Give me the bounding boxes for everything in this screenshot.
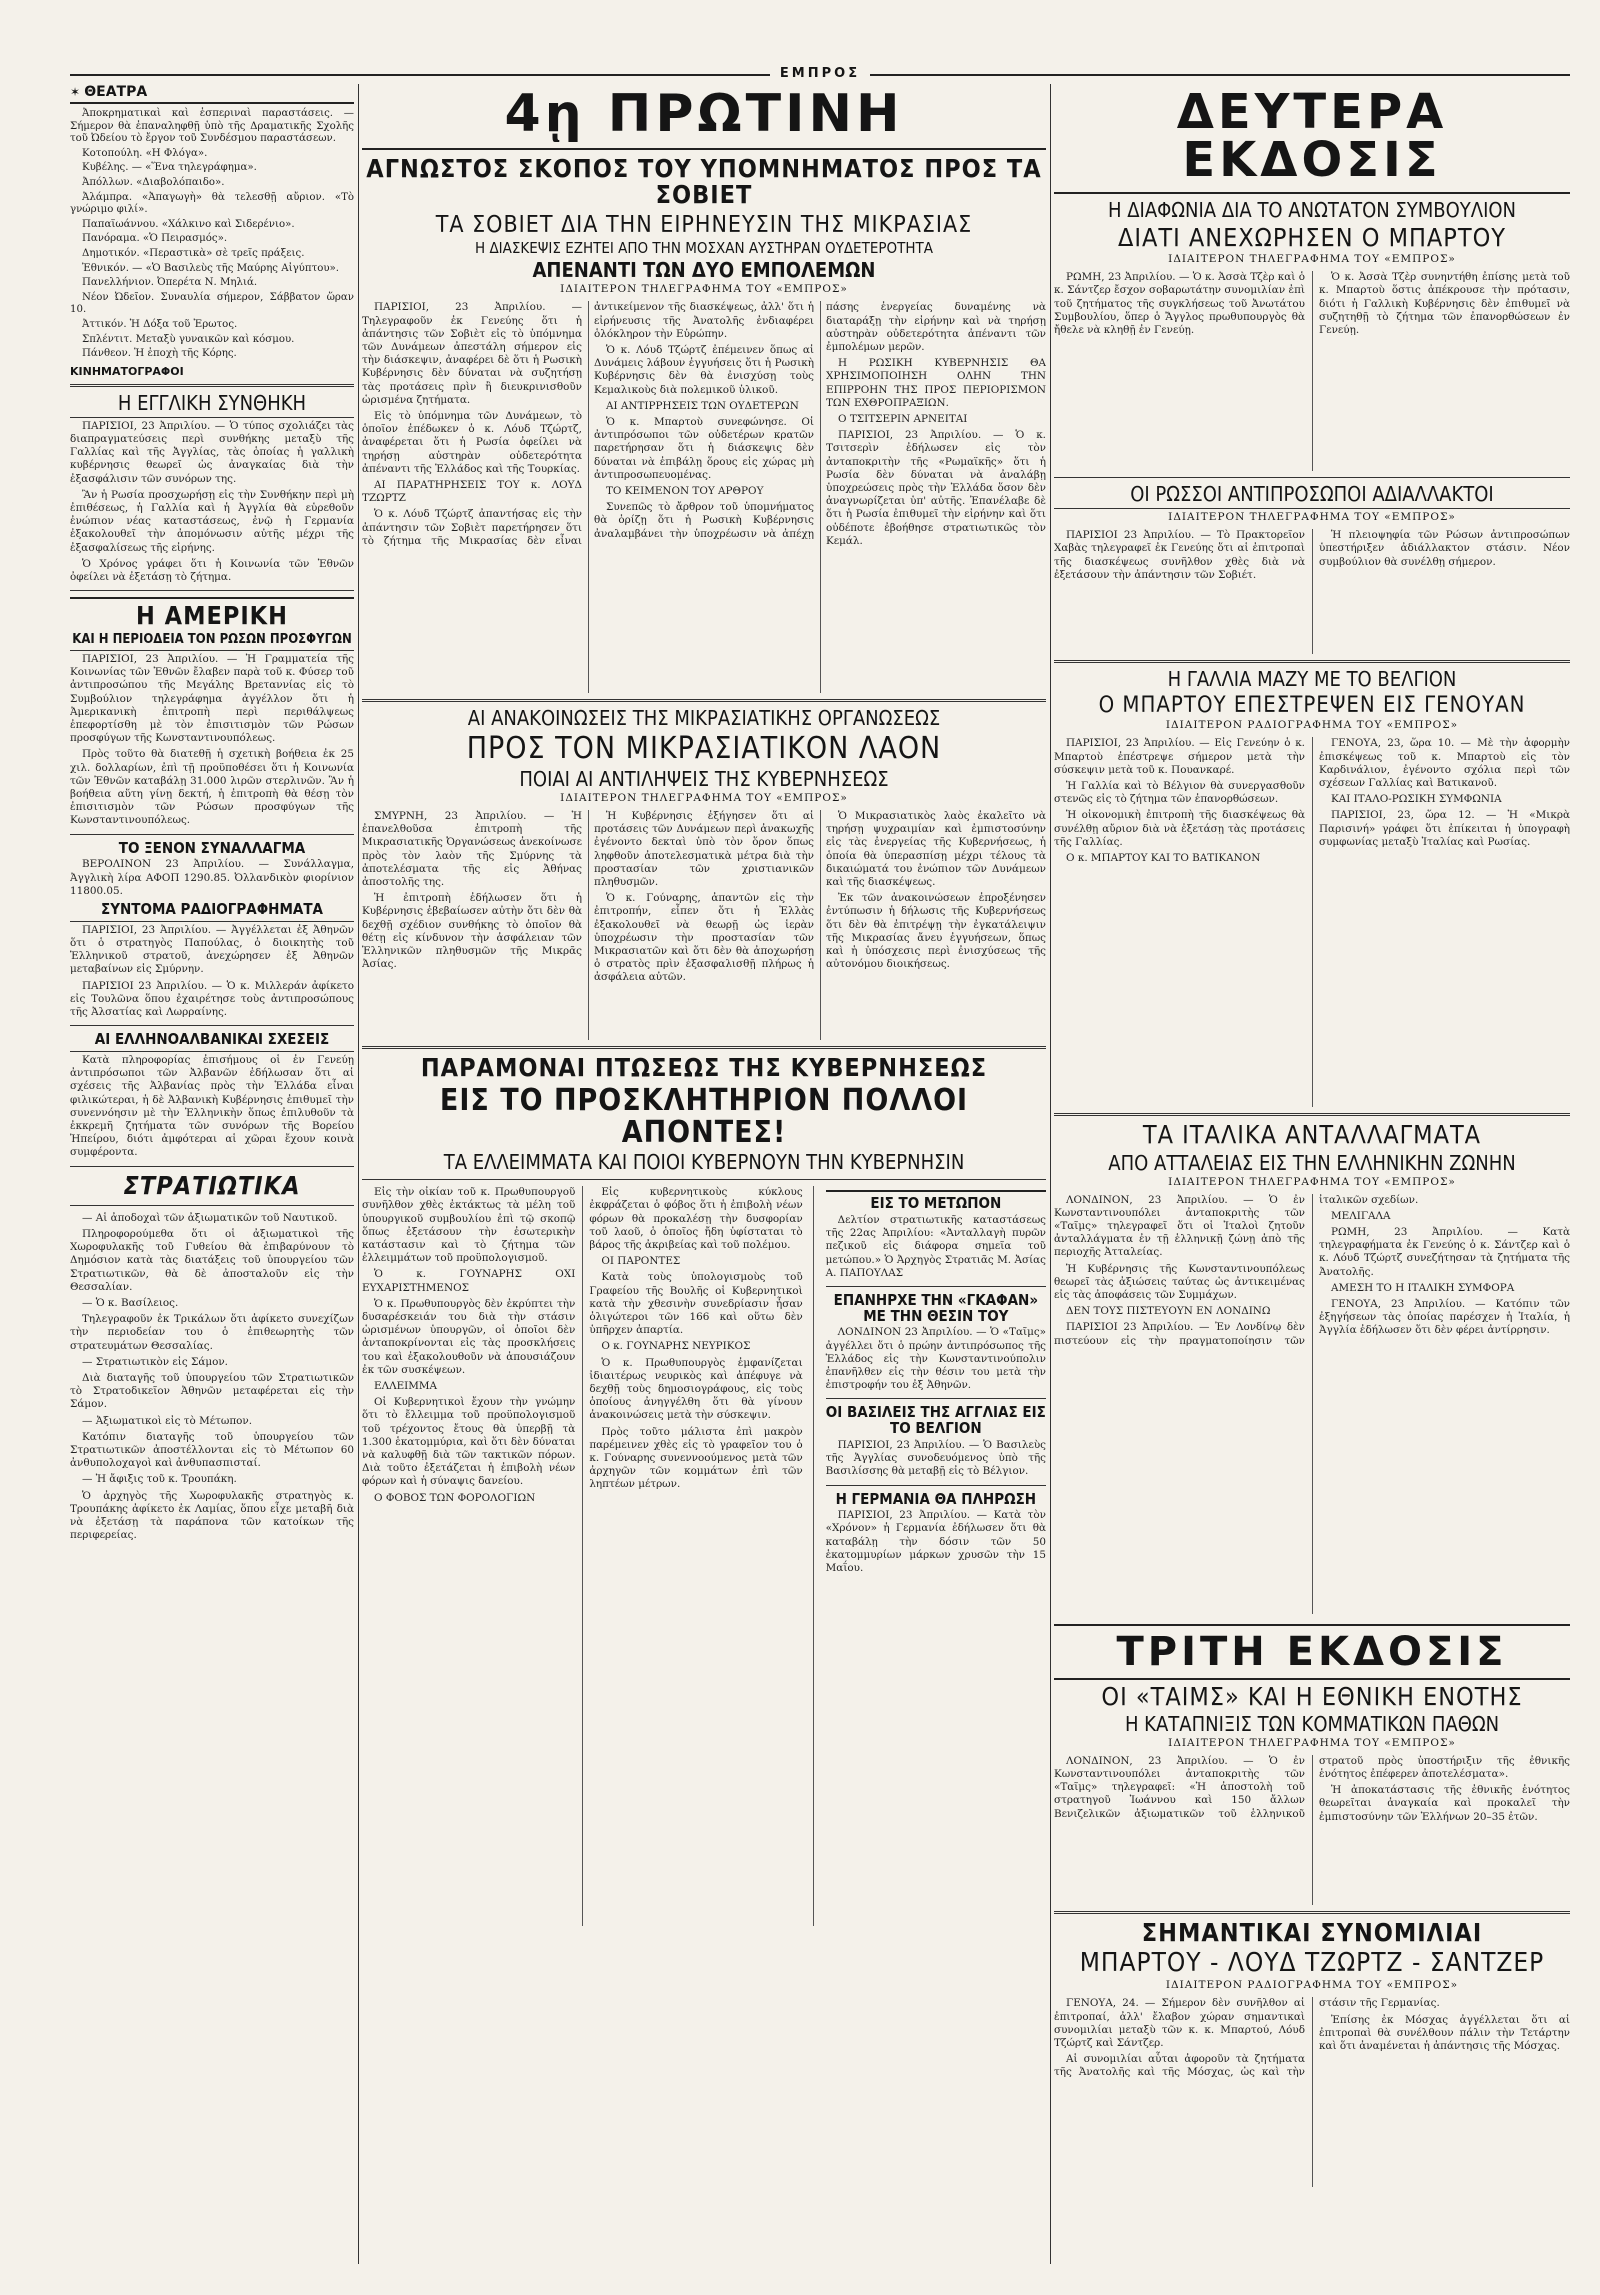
cinema-heading: ΚΙΝΗΜΑΤΟΓΡΑΦΟΙ [70,364,184,378]
left-column [70,84,354,1545]
article-headline-2: ΠΡΟΣ ΤΟΝ ΜΙΚΡΑΣΙΑΤΙΚΟΝ ΛΑΟΝ [466,731,942,767]
article-body [1054,1755,1570,1905]
byline: ΙΔΙΑΙΤΕΡΟΝ ΤΗΛΕΓΡΑΦΗΜΑ ΤΟΥ «ΕΜΠΡΟΣ» [1168,1175,1456,1188]
theatre-listing: Πανελλήνιον. Ὀπερέτα Ν. Μηλιά. [82,277,258,289]
paragraph: ΛΟΝΔΙΝΟΝ 23 Ἀπριλίου. — Ὁ «Ταῖμς» ἀγγέλλει ὅτι ὁ πρώην ἀντιπρόσωπος τῆς Ἑλλάδος εἰς τὴν Κωνσταντινούπολιν ἐπανῆλθεν εἰς τὴν θέσιν του μετὰ τὴν ἐπιστροφήν του ἐξ Ἀθηνῶν. [825,1326,1046,1392]
right-column [1054,84,1570,2187]
article-headline-2: ΑΠΟ ΑΤΤΑΛΕΙΑΣ ΕΙΣ ΤΗΝ ΕΛΛΗΝΙΚΗΝ ΖΩΝΗΝ [1108,1150,1516,1175]
paragraph: ΠΑΡΙΣΙΟΙ, 23 Ἀπριλίου. — Ὁ κ. Τσιτσερὶν ἐδήλωσεν εἰς τὸν ἀνταποκριτὴν τῆς «Ρωμαϊκῆς» ὅτι ἡ Ρωσία δὲν δύναται νὰ ἀναλάβῃ ὑποχρεώσεις πρὸς τὴν Ἑλλάδα ὅσον δὲν ἀναγνωρίζεται ὑπ' αὐτῆς. Ἐπανέλαβε δὲ ὅτι ἡ Ρωσία ἐπιθυμεῖ τὴν εἰρήνην καὶ ὅτι οὐδέποτε ἐβοήθησε στρατιωτικῶς τὸν Κεμάλ. [826,429,1046,547]
paragraph: Ὁ κ. Ἀσσὰ Τζὲρ συνηντήθη ἐπίσης μετὰ τοῦ κ. Μπαρτοὺ ὅστις ἀπέκρουσε τὴν πρότασιν, διότι ἡ Γαλλικὴ Κυβέρνησις δὲν ἐπιθυμεῖ νὰ συζητηθῇ τὸ ζήτημα τῶν ἐπανορθώσεων ἐν Γενεύῃ. [1319,271,1570,337]
divider [362,699,1046,702]
theatre-listing: Κοτοπούλη. «Η Φλόγα». [82,147,208,159]
paragraph: ΓΕΝΟΥΑ, 23, ὥρα 10. — Μὲ τὴν ἀφορμὴν ἐπισκέψεως τοῦ κ. Μπαρτοὺ εἰς τὸν Καρδινάλιον, ἐγένοντο σχόλια περὶ τῶν σχέσεων Γαλλίας καὶ Βατικανοῦ. [1319,737,1570,789]
paragraph: Ἡ Κυβέρνησις ἐξήγησεν ὅτι αἱ προτάσεις τῶν Δυνάμεων περὶ ἀνακωχῆς ἐγένοντο δεκταὶ ὑπὸ τὸν ὅρον ὅπως ληφθοῦν ἀποτελεσματικὰ μέτρα διὰ τὴν προστασίαν τῶν χριστιανικῶν πληθυσμῶν. [594,809,814,888]
paragraph: Ὁ κ. Γούναρης, ἀπαντῶν εἰς τὴν ἐπιτροπήν, εἶπεν ὅτι ἡ Ἑλλὰς ἐξακολουθεῖ νὰ θεωρῇ ὡς ἱερὰν ὑποχρέωσιν τὴν προστασίαν τῶν Μικρασιατῶν καὶ ὅτι δὲν θὰ ἀποχωρήσῃ ὁ στρατὸς πρὶν ἐξασφαλισθῇ πλήρως ἡ ἀσφάλεια αὐτῶν. [594,892,814,984]
divider [826,1398,1046,1399]
paragraph: ΠΑΡΙΣΙΟΙ, 23 Ἀπριλίου. — Τηλεγραφοῦν ἐκ Γενεύης ὅτι ἡ ἀπάντησις τῶν Σοβιὲτ εἰς τὸ ὑπόμνημα τῶν Δυνάμεων ἀπεστάλη σήμερον εἰς τὴν διάσκεψιν, ἀναφέρει δὲ ὅτι ἡ Ρωσικὴ Κυβέρνησις δὲν δύναται νὰ συζητήσῃ τὰς προτάσεις πρὶν ἢ διευκρινισθοῦν ὡρισμένα ζητήματα. [362,301,582,406]
article-headline: ΟΙ ΡΩΣΣΟΙ ΑΝΤΙΠΡΟΣΩΠΟΙ ΑΔΙΑΛΛΑΚΤΟΙ [1054,484,1570,509]
paragraph: Συνεπῶς τὸ ἄρθρον τοῦ ὑπομνήματος θὰ ὁρίζῃ ὅτι ἡ Ρωσικὴ Κυβέρνησις ἀναλαμβάνει τὴν ὑποχρέωσιν νὰ ἀπέχῃ πάσης ἐνεργείας δυναμένης νὰ διαταράξῃ τὴν εἰρήνην καὶ νὰ τηρήσῃ αὐστηρὰν οὐδετερότητα ἀπέναντι τῶν ἐμπολέμων μερῶν. [594,301,1046,540]
paragraph: ΚΑΙ ΙΤΑΛΟ-ΡΩΣΙΚΗ ΣΥΜΦΩΝΙΑ [1331,793,1502,806]
paragraph: Δελτίον στρατιωτικῆς καταστάσεως τῆς 22ας Ἀπριλίου: «Ἀνταλλαγὴ πυρῶν πεζικοῦ εἰς διάφορα σημεῖα τοῦ μετώπου.» Ὁ Ἀρχηγὸς Στρατιᾶς Μ. Ἀσίας Α. ΠΑΠΟΥΛΑΣ [825,1213,1046,1279]
paragraph: ΤΟ ΚΕΙΜΕΝΟΝ ΤΟΥ ΑΡΘΡΟΥ [606,485,764,498]
paragraph: ΔΕΝ ΤΟΥΣ ΠΙΣΤΕΥΟΥΝ ΕΝ ΛΟΝΔΙΝΩ [1066,1305,1271,1318]
article-body [826,1439,1046,1479]
article-body [70,653,354,828]
article-columns [362,1186,1046,1926]
paragraph: ΡΩΜΗ, 23 Ἀπριλίου. — Κατὰ τηλεγραφήματα ἐκ Γενεύης ὁ κ. Σάντζερ καὶ ὁ κ. Λόυδ Τζώρτζ συνεζήτησαν τὰ ζητήματα τῆς Ἀνατολῆς. [1319,1226,1570,1278]
theatre-listing: Δημοτικόν. «Περαστικὰ» σὲ τρεῖς πράξεις. [82,247,305,259]
paragraph: ΑΙ ΑΝΤΙΡΡΗΣΕΙΣ ΤΩΝ ΟΥΔΕΤΕΡΩΝ [606,399,799,412]
paragraph: Αἱ συνομιλίαι αὗται ἀφοροῦν τὰ ζητήματα τῆς Ἀνατολῆς καὶ τῆς Μόσχας, ὡς καὶ τὴν στάσιν τῆς Γερμανίας. [1054,1997,1440,2079]
article-headline-2: Η ΚΑΤΑΠΝΙΞΙΣ ΤΩΝ ΚΟΜΜΑΤΙΚΩΝ ΠΑΘΩΝ [1124,1711,1500,1736]
article-body [70,858,354,898]
paragraph: ΠΑΡΙΣΙΟΙ 23 Ἀπριλίου. — Ἐν Λονδίνῳ δὲν πιστεύουν εἰς τὴν πραγματοποίησιν τῶν ἰταλικῶν σχεδίων. [1054,1193,1419,1347]
section-subheadline: ΚΑΙ Η ΠΕΡΙΟΔΕΙΑ ΤΟΝ ΡΩΣΩΝ ΠΡΟΣΦΥΓΩΝ [70,633,354,651]
paragraph: ΠΑΡΙΣΙΟΙ, 23 Ἀπριλίου. — Κατὰ τὸν «Χρόνον» ἡ Γερμανία ἐδήλωσεν ὅτι θὰ καταβάλῃ τὴν δόσιν τῶν 50 ἑκατομμυρίων μάρκων χρυσῶν τὴν 15 Μαΐου. [825,1509,1046,1575]
divider [826,1485,1046,1486]
theatre-title: ΘΕΑΤΡΑ [84,84,148,100]
divider [70,1205,354,1206]
divider [826,1286,1046,1287]
section-headline: ΑΙ ΕΛΛΗΝΟΑΛΒΑΝΙΚΑΙ ΣΧΕΣΕΙΣ [70,1032,354,1052]
section-headline: ΣΤΡΑΤΙΩΤΙΚΑ [123,1170,301,1200]
article-body [70,420,354,584]
section-headline: ΟΙ ΒΑΣΙΛΕΙΣ ΤΗΣ ΑΓΓΛΙΑΣ ΕΙΣ ΤΟ ΒΕΛΓΙΟΝ [825,1403,1046,1438]
paragraph: ΛΟΝΔΙΝΟΝ, 23 Ἀπριλίου. — Ὁ ἐν Κωνσταντινουπόλει ἀνταποκριτὴς τῶν «Ταῖμς» τηλεγραφεῖ: «Ἡ ἀποστολὴ τοῦ στρατηγοῦ Ἰωάννου καὶ 150 ἄλλων Βενιζελικῶν ἀξιωματικῶν τοῦ ἑλληνικοῦ στρατοῦ πρὸς ὑποστήριξιν τῆς ἐθνικῆς ἑνότητος ἐπέφερεν ἀποτελέσματα». [1054,1754,1570,1820]
article-headline-2: Ο ΜΠΑΡΤΟΥ ΕΠΕΣΤΡΕΨΕΝ ΕΙΣ ΓΕΝΟΥΑΝ [1098,693,1526,719]
paragraph: Ο κ. ΜΠΑΡΤΟΥ ΚΑΙ ΤΟ ΒΑΤΙΚΑΝΟΝ [1066,851,1261,864]
paragraph: — Στρατιωτικὸν εἰς Σάμον. [82,1355,228,1368]
paragraph: Ἡ Κυβέρνησις τῆς Κωνσταντινουπόλεως θεωρεῖ τὰς ἀξιώσεις ταύτας ὡς ἀντικειμένας εἰς τὰς ἀποφάσεις τῶν Συμμάχων. [1054,1262,1305,1302]
star-icon: ✶ [70,85,85,99]
paragraph: Ὁ κ. Πρωθυπουργὸς δὲν ἐκρύπτει τὴν δυσαρέσκειάν του διὰ τὴν στάσιν ὡρισμένων ὑπουργῶν, οἱ ὁποῖοι δὲν ἀνταποκρίνονται εἰς τὰς προσκλήσεις του καὶ ἐξακολουθοῦν νὰ ἀπουσιάζουν ἐκ τῶν συσκέψεων. [362,1297,576,1376]
byline: ΙΔΙΑΙΤΕΡΟΝ ΤΗΛΕΓΡΑΦΗΜΑ ΤΟΥ «ΕΜΠΡΟΣ» [1168,253,1456,266]
paragraph: Εἰς τὸ ὑπόμνημα τῶν Δυνάμεων, τὸ ὁποῖον ἐπέδωκεν ὁ κ. Λόυδ Τζώρτζ, ἀναφέρεται ὅτι ἡ Ρωσία ὀφείλει νὰ τηρήσῃ αὐστηρὰν οὐδετερότητα ἀπέναντι τῆς Ἑλλάδος καὶ τῆς Τουρκίας. [362,410,582,475]
paragraph: Ἐπίσης ἐκ Μόσχας ἀγγέλλεται ὅτι αἱ ἐπιτροπαὶ θὰ συνέλθουν πάλιν τὴν Τετάρτην καὶ ὅτι ἀναμένεται ἡ ἀπάντησις τῆς Μόσχας. [1319,2013,1570,2052]
theatre-listing: Νέον Ὠδεῖον. Συναυλία σήμερον, Σάββατον ὥραν 10. [70,291,354,316]
paragraph: Ὁ ἀρχηγὸς τῆς Χωροφυλακῆς στρατηγὸς κ. Τρουπάκης ἀφίκετο ἐκ Λαμίας, ὅπου εἶχε μεταβῆ διὰ νὰ ἐξετάσῃ τὰ παράπονα τῶν κατοίκων τῆς περιφερείας. [70,1489,354,1542]
theatre-listing: Κυβέλης. — «Ἕνα τηλεγράφημα». [82,162,257,174]
article-body [70,1054,354,1160]
paragraph: ΑΜΕΣΗ ΤΟ Η ΙΤΑΛΙΚΗ ΣΥΜΦΟΡΑ [1331,1281,1515,1294]
section-headline: ΕΙΣ ΤΟ ΜΕΤΩΠΟΝ [826,1190,1046,1212]
paragraph: Οἱ Κυβερνητικοὶ ἔχουν τὴν γνώμην ὅτι τὸ ἔλλειμμα τοῦ προϋπολογισμοῦ τοῦ τρέχοντος ἔτους θὰ ὑπερβῇ τὰ 1.300 ἑκατομμύρια, καὶ ὅτι δὲν δύναται νὰ καλυφθῇ διὰ τῶν τακτικῶν πόρων. Διὰ τοῦτο ἐξετάζεται ἡ ἐπιβολὴ νέων φόρων καὶ ἡ σύναψις δανείου. [362,1396,576,1488]
article-body [70,1212,354,1543]
article-sidebar [826,1186,1046,1926]
paragraph: Ὁ κ. ΓΟΥΝΑΡΗΣ ΟΧΙ ΕΥΧΑΡΙΣΤΗΜΕΝΟΣ [362,1268,576,1294]
paragraph: — Ἀξιωματικοὶ εἰς τὸ Μέτωπον. [82,1414,253,1427]
article-headline: Η ΔΙΑΦΩΝΙΑ ΔΙΑ ΤΟ ΑΝΩΤΑΤΟΝ ΣΥΜΒΟΥΛΙΟΝ [1107,198,1517,222]
paragraph: Πρὸς τοῦτο μάλιστα ἐπὶ μακρὸν παρέμεινεν χθὲς εἰς τὸ γραφεῖον του ὁ κ. Γούναρης συνεννοούμενος μετὰ τῶν ἀρχηγῶν τῶν κομμάτων ἐπὶ τῶν ληπτέων μέτρων. [589,1425,803,1491]
paragraph: Ὁ κ. Πρωθυπουργὸς ἐμφανίζεται ἰδιαιτέρως νευρικὸς καὶ ἀπέφυγε νὰ δεχθῇ τοὺς δημοσιογράφους, εἰς τοὺς ὁποίους ἀνηγγέλθη ὅτι θὰ γίνουν ἀνακοινώσεις μετὰ τὴν σύσκεψιν. [589,1356,803,1422]
paragraph: ΣΜΥΡΝΗ, 23 Ἀπριλίου. — Ἡ ἐπανελθοῦσα ἐπιτροπὴ τῆς Μικρασιατικῆς Ὀργανώσεως ἀνεκοίνωσε πρὸς τὸν λαὸν τῆς Σμύρνης τὰ ἀποτελέσματα τῆς εἰς Ἀθήνας ἀποστολῆς της. [362,809,582,888]
paragraph: ΓΕΝΟΥΑ, 24. — Σήμερον δὲν συνῆλθον αἱ ἐπιτροπαί, ἀλλ' ἔλαβον χώραν σημαντικαὶ συνομιλίαι μεταξὺ τῶν κ. κ. Μπαρτού, Λόυδ Τζώρτζ καὶ Σάντζερ. [1054,1997,1305,2049]
byline: ΙΔΙΑΙΤΕΡΟΝ ΡΑΔΙΟΓΡΑΦΗΜΑ ΤΟΥ «ΕΜΠΡΟΣ» [1165,1979,1459,1992]
paragraph: Η ΡΩΣΙΚΗ ΚΥΒΕΡΝΗΣΙΣ ΘΑ ΧΡΗΣΙΜΟΠΟΙΗΣΗ ΟΛΗΝ ΤΗΝ ΕΠΙΡΡΟΗΝ ΤΗΣ ΠΡΟΣ ΠΕΡΙΟΡΙΣΜΟΝ ΤΩΝ ΕΧΘΡΟΠΡΑΞΙΩΝ. [826,357,1046,409]
article-headline-2: ΔΙΑΤΙ ΑΝΕΧΩΡΗΣΕΝ Ο ΜΠΑΡΤΟΥ [1117,223,1507,252]
article-body [826,1214,1046,1280]
column-divider [358,84,359,2264]
paragraph: ΡΩΜΗ, 23 Ἀπριλίου. — Ὁ κ. Ἀσσὰ Τζὲρ καὶ ὁ κ. Σάντζερ ἔσχον σοβαρωτάτην συνομιλίαν ἐπὶ τοῦ ζητήματος τῆς συγκλήσεως τοῦ Ἀνωτάτου Συμβουλίου, ὅπερ ὁ Ἄγγλος πρωθυπουργὸς θὰ ἤθελε νὰ κληθῇ ἐν Γενεύῃ. [1054,271,1305,337]
article-headline: ΑΙ ΑΝΑΚΟΙΝΩΣΕΙΣ ΤΗΣ ΜΙΚΡΑΣΙΑΤΙΚΗΣ ΟΡΓΑΝΩΣΕΩΣ [467,706,941,731]
article-headline-2: ΜΠΑΡΤΟΥ - ΛΟΥΔ ΤΖΩΡΤΖ - ΣΑΝΤΖΕΡ [1079,1948,1545,1979]
theatre-listings [70,108,354,361]
article-headline: ΤΑ ΙΤΑΛΙΚΑ ΑΝΤΑΛΛΑΓΜΑΤΑ [1142,1120,1482,1150]
article-body [1054,271,1570,471]
paragraph: ΒΕΡΟΛΙΝΟΝ 23 Ἀπριλίου. — Συνάλλαγμα, Ἀγγλικὴ λίρα ΑΦΟΠ 1290.85. Ὀλλανδικὸν φιορίνιον 11800.05. [70,858,354,897]
section-headline: ΣΥΝΤΟΜΑ ΡΑΔΙΟΓΡΑΦΗΜΑΤΑ [70,902,354,922]
article-headline-2: ΤΑ ΣΟΒΙΕΤ ΔΙΑ ΤΗΝ ΕΙΡΗΝΕΥΣΙΝ ΤΗΣ ΜΙΚΡΑΣΙΑΣ [435,211,973,238]
paragraph: Πρὸς τοῦτο θὰ διατεθῇ ἡ σχετικὴ βοήθεια ἐκ 25 χιλ. δολλαρίων, ἐπὶ τῇ προϋποθέσει ὅτι ἡ Κοινωνία τῶν Ἐθνῶν καταβάλῃ 31.000 λιρῶν στερλινῶν. Ἂν ἡ βοήθεια αὕτη γίνῃ δεκτή, ἡ ἐπιτροπὴ θὰ θέσῃ τὸν ἐπισιτισμὸν τῶν Ρώσων προσφύγων τῆς Κωνσταντινουπόλεως. [70,748,354,827]
byline: ΙΔΙΑΙΤΕΡΟΝ ΤΗΛΕΓΡΑΦΗΜΑ ΤΟΥ «ΕΜΠΡΟΣ» [560,283,848,296]
paragraph: Εἰς κυβερνητικοὺς κύκλους ἐκφράζεται ὁ φόβος ὅτι ἡ ἐπιβολὴ νέων φόρων θὰ προκαλέσῃ τὴν δυσφορίαν τοῦ λαοῦ, ὁ ὁποῖος ἤδη ὑφίσταται τὸ βάρος τῆς ἀκριβείας καὶ τοῦ πολέμου. [589,1186,803,1251]
divider [70,834,354,835]
theatre-listing: Ἀπόλλων. «Διαβολόπαιδο». [82,176,225,188]
section-headline: Η ΓΕΡΜΑΝΙΑ ΘΑ ΠΛΗΡΩΣΗ [835,1489,1037,1508]
theatre-listing: Ἀττικόν. Ἡ Δόξα τοῦ Ἐρωτος. [82,318,238,330]
divider [1054,1113,1570,1116]
paragraph: Τηλεγραφοῦν ἐκ Τρικάλων ὅτι ἀφίκετο συνεχίζων τὴν περιοδείαν του ὁ ἐπιθεωρητὴς τῶν στρατευμάτων Θεσσαλίας. [70,1313,354,1352]
theatre-heading [70,84,354,104]
paragraph: ΜΕΛΙΓΑΛΑ [1331,1209,1391,1222]
masthead-title: ΕΜΠΡΟΣ [770,66,870,81]
article-body [70,924,354,1019]
paragraph: Ἡ πλειοψηφία τῶν Ρώσων ἀντιπροσώπων ὑπεστήριξεν ἀδιάλλακτον στάσιν. Νέον συμβούλιον θὰ συνέλθῃ σήμερον. [1319,529,1570,568]
paragraph: Πληροφορούμεθα ὅτι οἱ ἀξιωματικοὶ τῆς Χωροφυλακῆς τοῦ Γυθείου θὰ ἐπιβαρύνουν τὸ Δημόσιον κατὰ τὰς διατάξεις τοῦ ὑπουργείου τῶν Στρατιωτικῶν, θὰ δὲ ἀποσταλοῦν εἰς τὴν Θεσσαλίαν. [70,1228,354,1293]
paragraph: ΠΑΡΙΣΙΟΙ 23 Ἀπριλίου. — Τὸ Πρακτορεῖον Χαβὰς τηλεγραφεῖ ἐκ Γενεύης ὅτι αἱ ἐπιτροπαὶ τῆς διασκέψεως συνῆλθον χθὲς διὰ νὰ ἐξετάσουν τὴν ἀπάντησιν τῶν Σοβιέτ. [1054,529,1305,581]
paragraph: Ο ΤΣΙΤΣΕΡΙΝ ΑΡΝΕΙΤΑΙ [838,413,968,426]
article-body [362,810,1046,1040]
edition-title: 4ῃ ΠΡΩΤΙΝΗ [362,88,1046,150]
byline: ΙΔΙΑΙΤΕΡΟΝ ΤΗΛΕΓΡΑΦΗΜΑ ΤΟΥ «ΕΜΠΡΟΣ» [560,791,848,804]
theatre-listing: Παπαϊωάννου. «Χάλκινο καὶ Σιδερένιο». [82,218,295,230]
paragraph: ΠΑΡΙΣΙΟΙ, 23 Ἀπριλίου. — Ἀγγέλλεται ἐξ Ἀθηνῶν ὅτι ὁ στρατηγὸς Παπούλας, ὁ διοικητὴς τοῦ Ἑλληνικοῦ στρατοῦ, ἀνεχώρησεν ἐξ Ἀθηνῶν μεταβαίνων εἰς Σμύρνην. [70,923,354,976]
paragraph: Ὁ κ. Λόυδ Τζώρτζ ἀπαντήσας εἰς τὴν ἀπάντησιν τῶν Σοβιὲτ παρετήρησεν ὅτι τὸ ζήτημα τῆς Μικρασίας δὲν εἶναι ἀντικείμενον τῆς διασκέψεως, ἀλλ' ὅτι ἡ εἰρήνευσις τῆς Ἀνατολῆς ἐνδιαφέρει ὁλόκληρον τὴν Εὐρώπην. [362,301,814,547]
section-headline: ΤΟ ΞΕΝΟΝ ΣΥΝΑΛΛΑΓΜΑ [118,838,306,857]
article-headline: ΠΑΡΑΜΟΝΑΙ ΠΤΩΣΕΩΣ ΤΗΣ ΚΥΒΕΡΝΗΣΕΩΣ [420,1052,988,1082]
masthead [70,66,1570,81]
divider [1054,477,1570,478]
byline: ΙΔΙΑΙΤΕΡΟΝ ΡΑΔΙΟΓΡΑΦΗΜΑ ΤΟΥ «ΕΜΠΡΟΣ» [1165,719,1459,732]
theatre-listing: Ἀποκρηματικαὶ καὶ ἑσπεριναὶ παραστάσεις. — Σήμερον θὰ ἐπαναληφθῇ ὑπὸ τῆς Δραματικῆς Σχολῆς τοῦ Ὠδείου τὸ ἔργον τοῦ Συνδέσμου παραστάσεων. [70,108,354,145]
paragraph: Ἡ ἀποκατάστασις τῆς ἐθνικῆς ἑνότητος θεωρεῖται ἀναγκαία καὶ προκαλεῖ τὴν ἐμπιστοσύνην τῶν Ἑλλήνων 20–35 ἐτῶν. [1319,1784,1570,1823]
paragraph: ΟΙ ΠΑΡΟΝΤΕΣ [601,1255,681,1268]
paragraph: ΠΑΡΙΣΙΟΙ, 23 Ἀπριλίου. — Εἰς Γενεύην ὁ κ. Μπαρτοὺ ἐπέστρεψε σήμερον μετὰ τὴν σύσκεψιν μετὰ τοῦ κ. Πουανκαρέ. [1054,737,1305,776]
paragraph: — Αἱ ἀποδοχαὶ τῶν ἀξιωματικῶν τοῦ Ναυτικοῦ. [82,1211,338,1224]
divider [1054,1911,1570,1914]
paragraph: Κατόπιν διαταγῆς τοῦ ὑπουργείου τῶν Στρατιωτικῶν ἀποστέλλονται εἰς τὸ Μέτωπον 60 ἀνθυπολοχαγοὶ καὶ ἀνθυπασπισταί. [70,1430,354,1470]
byline: ΙΔΙΑΙΤΕΡΟΝ ΤΗΛΕΓΡΑΦΗΜΑ ΤΟΥ «ΕΜΠΡΟΣ» [1168,1736,1456,1749]
article-headline-2: ΕΙΣ ΤΟ ΠΡΟΣΚΛΗΤΗΡΙΟΝ ΠΟΛΛΟΙ ΑΠΟΝΤΕΣ! [439,1083,969,1150]
divider [70,1166,354,1167]
article-headline-3: Η ΔΙΑΣΚΕΨΙΣ ΕΖΗΤΕΙ ΑΠΟ ΤΗΝ ΜΟΣΧΑΝ ΑΥΣΤΗΡΑΝ ΟΥΔΕΤΕΡΟΤΗΤΑ [475,238,933,257]
article-body [362,1186,814,1926]
edition-title: ΔΕΥΤΕΡΑ ΕΚΔΟΣΙΣ [1054,88,1570,194]
theatre-listing: Ἐθνικόν. — «Ὁ Βασιλεὺς τῆς Μαύρης Αἰγύπτου». [82,262,340,274]
paragraph: ΠΑΡΙΣΙΟΙ 23 Ἀπριλίου. — Ὁ κ. Μιλλεράν ἀφίκετο εἰς Τουλῶνα ὅπου ἐχαιρέτησε τοὺς ἀντιπροσώπους τῆς Ἀλσατίας καὶ Λωρραίνης. [70,979,354,1018]
section-headline: ΕΠΑΝΗΡΧΕ ΤΗΝ «ΓΚΑΦΑΝ» ΜΕ ΤΗΝ ΘΕΣΙΝ ΤΟΥ [833,1290,1039,1325]
article-headline: ΟΙ «ΤΑΙΜΣ» ΚΑΙ Η ΕΘΝΙΚΗ ΕΝΟΤΗΣ [1101,1681,1523,1711]
edition-title: ΤΡΙΤΗ ΕΚΔΟΣΙΣ [1054,1624,1570,1680]
section-headline: Η ΑΜΕΡΙΚΗ [70,597,354,629]
paragraph: Ἡ οἰκονομικὴ ἐπιτροπὴ τῆς διασκέψεως θὰ συνέλθῃ αὔριον διὰ νὰ ἐξετάσῃ τὰς προτάσεις τῆς Γαλλίας. [1054,809,1305,848]
paragraph: ΑΙ ΠΑΡΑΤΗΡΗΣΕΙΣ ΤΟΥ κ. ΛΟΥΔ ΤΖΩΡΤΖ [362,479,582,505]
article-body [826,1509,1046,1575]
article-body [362,301,1046,693]
paragraph: Ὁ κ. Μπαρτοὺ συνεφώνησε. Οἱ ἀντιπρόσωποι τῶν οὐδετέρων κρατῶν παρετήρησαν ὅτι ἡ διάσκεψις δὲν δύναται νὰ ἐπιβάλῃ ὅρους εἰς χώρας μὴ ἀντιπροσωπευομένας. [594,416,814,481]
paragraph: Εἰς τὴν οἰκίαν τοῦ κ. Πρωθυπουργοῦ συνῆλθον χθὲς ἐκτάκτως τὰ μέλη τοῦ ὑπουργικοῦ συμβουλίου ἐπὶ τῷ σκοπῷ ὅπως ἐξετάσουν τὴν ἐσωτερικὴν κατάστασιν καὶ τὸ ζήτημα τῶν ἐλλειμμάτων τοῦ προϋπολογισμοῦ. [362,1186,576,1265]
paragraph: Ο κ. ΓΟΥΝΑΡΗΣ ΝΕΥΡΙΚΟΣ [601,1340,751,1353]
article-headline-3: ΠΟΙΑΙ ΑΙ ΑΝΤΙΛΗΨΕΙΣ ΤΗΣ ΚΥΒΕΡΝΗΣΕΩΣ [519,766,889,791]
paragraph: — Ἡ ἄφιξις τοῦ κ. Τρουπάκη. [82,1473,237,1486]
paragraph: ΠΑΡΙΣΙΟΙ, 23, ὥρα 12. — Ἡ «Μικρὰ Παρισινή» γράφει ὅτι ἐπίκειται ἡ ὑπογραφὴ συμφωνίας μεταξὺ Ἰταλίας καὶ Ρωσίας. [1319,809,1570,848]
article-body [1054,1194,1570,1614]
article-body [1054,737,1570,1107]
article-headline: Η ΓΑΛΛΙΑ ΜΑΖΥ ΜΕ ΤΟ ΒΕΛΓΙΟΝ [1167,667,1457,692]
article-headline-4: ΑΠΕΝΑΝΤΙ ΤΩΝ ΔΥΟ ΕΜΠΟΛΕΜΩΝ [532,258,876,283]
paragraph: Ἡ ἐπιτροπὴ ἐδήλωσεν ὅτι ἡ Κυβέρνησις ἐβεβαίωσεν αὐτὴν ὅτι δὲν θὰ δεχθῇ σχέδιον συνθήκης τὸ ὁποῖον θὰ θέτῃ εἰς κίνδυνον τὴν ἀσφάλειαν τῶν Ἑλληνικῶν πληθυσμῶν τῆς Μικρᾶς Ἀσίας. [362,892,582,971]
theatre-listing: Πάνθεον. Ἡ ἐποχὴ τῆς Κόρης. [82,348,237,360]
paragraph: ΠΑΡΙΣΙΟΙ, 23 Ἀπριλίου. — Ὁ Βασιλεὺς τῆς Ἀγγλίας συνοδευόμενος ὑπὸ τῆς Βασιλίσσης θὰ μεταβῇ εἰς τὸ Βέλγιον. [825,1438,1046,1478]
article-body [1054,1997,1570,2187]
paragraph: — Ὁ κ. Βασίλειος. [82,1297,179,1310]
paragraph: Ἡ Γαλλία καὶ τὸ Βέλγιον θὰ συνεργασθοῦν στενῶς εἰς τὸ ζήτημα τῶν ἐπανορθώσεων. [1054,779,1305,806]
byline: ΙΔΙΑΙΤΕΡΟΝ ΤΗΛΕΓΡΑΦΗΜΑ ΤΟΥ «ΕΜΠΡΟΣ» [1168,511,1456,524]
divider [70,1025,354,1026]
center-column [362,84,1046,1926]
divider [362,1179,1046,1180]
article-headline-3: ΤΑ ΕΛΛΕΙΜΜΑΤΑ ΚΑΙ ΠΟΙΟΙ ΚΥΒΕΡΝΟΥΝ ΤΗΝ ΚΥΒΕΡΝΗΣΙΝ [443,1150,965,1175]
paragraph: Ὁ Μικρασιατικὸς λαὸς ἐκαλεῖτο νὰ τηρήσῃ ψυχραιμίαν καὶ ἐμπιστοσύνην εἰς τὰς ἐνεργείας τῆς Κυβερνήσεως, ἡ ὁποία θὰ ὑπερασπίσῃ μέχρι τέλους τὰ δικαιώματά του ἐνώπιον τῶν Δυνάμεων καὶ τῆς διασκέψεως. [826,809,1046,888]
theatre-listing: Πανόραμα. «Ὁ Πειρασμός». [82,233,228,245]
theatre-listing: Σπλέντιτ. Μεταξὺ γυναικῶν καὶ κόσμου. [82,333,295,345]
section-headline: Η ΕΓΓΛΙΚΗ ΣΥΝΘΗΚΗ [70,393,354,418]
article-headline: ΑΓΝΩΣΤΟΣ ΣΚΟΠΟΣ ΤΟΥ ΥΠΟΜΝΗΜΑΤΟΣ ΠΡΟΣ ΤΑ ΣΟΒΙΕΤ [366,154,1042,210]
paragraph: Κατὰ τοὺς ὑπολογισμοὺς τοῦ Γραφείου τῆς Βουλῆς οἱ Κυβερνητικοὶ κατὰ τὴν χθεσινὴν συνεδρίασιν ἦσαν ὀλιγώτεροι τῶν 166 καὶ οὕτω δὲν ὑπῆρχεν ἀπαρτία. [589,1271,803,1337]
divider [70,590,354,591]
paragraph: ΛΟΝΔΙΝΟΝ, 23 Ἀπριλίου. — Ὁ ἐν Κωνσταντινουπόλει ἀνταποκριτὴς τῶν «Ταῖμς» τηλεγραφεῖ ὅτι οἱ Ἰταλοὶ ζητοῦν ἀνταλλάγματα ἐν τῇ ἑλληνικῇ ζώνῃ ἀπὸ τῆς περιοχῆς Ἀτταλείας. [1054,1193,1305,1259]
article-headline: ΣΗΜΑΝΤΙΚΑΙ ΣΥΝΟΜΙΛΙΑΙ [1141,1917,1483,1947]
paragraph: Ο ΦΟΒΟΣ ΤΩΝ ΦΟΡΟΛΟΓΙΩΝ [374,1491,536,1504]
divider [1054,660,1570,663]
paragraph: ΕΛΛΕΙΜΜΑ [374,1379,438,1392]
divider [70,384,354,387]
paragraph: Ὁ Χρόνος γράφει ὅτι ἡ Κοινωνία τῶν Ἐθνῶν ὀφείλει νὰ ἐξετάσῃ τὸ ζήτημα. [70,557,354,583]
column-divider [1050,84,1051,2264]
paragraph: Ἂν ἡ Ρωσία προσχωρήσῃ εἰς τὴν Συνθήκην περὶ μὴ ἐπιθέσεως, ἡ Γαλλία καὶ ἡ Ἀγγλία θὰ εὑρεθοῦν ἐνώπιον νέας καταστάσεως, ἐνῷ ἡ Γερμανία ἐξακολουθεῖ τὴν ἀπομόνωσιν αὐτῆς μέχρι τῆς ἐξασφαλίσεως τῆς εἰρήνης. [70,488,354,554]
paragraph: ΓΕΝΟΥΑ, 23 Ἀπριλίου. — Κατόπιν τῶν ἐξηγήσεων τὰς ὁποίας παρέσχεν ἡ Ἰταλία, ἡ Ἀγγλία ἐδήλωσεν ὅτι δὲν φέρει ἀντίρρησιν. [1319,1298,1570,1337]
article-body [1054,529,1570,654]
divider [362,1046,1046,1049]
paragraph: Κατὰ πληροφορίας ἐπισήμους οἱ ἐν Γενεύῃ ἀντιπρόσωποι τῶν Ἀλβανῶν ἐδήλωσαν ὅτι αἱ σχέσεις τῆς Ἀλβανίας πρὸς τὴν Ἑλλάδα εἶναι φιλικώτεραι, ἡ δὲ Ἀλβανικὴ Κυβέρνησις ἐπιθυμεῖ τὴν συνεννόησιν μὲ τὴν Ἑλληνικὴν ὅπως ἐπιλυθοῦν τὰ ἐκκρεμῆ ζητήματα τῶν συνόρων τῆς Βορείου Ἠπείρου, διότι ἀμφότεραι αἱ χῶραι ἔχουν κοινὰ συμφέροντα. [70,1053,354,1159]
paragraph: ΠΑΡΙΣΙΟΙ, 23 Ἀπριλίου. — Ἡ Γραμματεία τῆς Κοινωνίας τῶν Ἐθνῶν ἔλαβεν παρὰ τοῦ κ. Φύσερ τοῦ ἀντιπροσώπου τῆς Μεγάλης Βρεταννίας εἰς τὸ Συμβούλιον τηλεγράφημα ἀγγέλλον ὅτι ἡ Ἀμερικανικὴ ἐπιτροπὴ περὶ περιθάλψεως ἐπεφορτίσθη μὲ τὸν ἐπισιτισμὸν τῶν Ρώσων προσφύγων τῆς Κωνσταντινουπόλεως. [70,653,354,745]
paragraph: Ὁ κ. Λόυδ Τζώρτζ ἐπέμεινεν ὅπως αἱ Δυνάμεις λάβουν ἐγγυήσεις ὅτι ἡ Ρωσικὴ Κυβέρνησις δὲν θὰ ἐνισχύσῃ τοὺς Κεμαλικοὺς διὰ πολεμικοῦ ὑλικοῦ. [594,344,814,396]
paragraph: Διὰ διαταγῆς τοῦ ὑπουργείου τῶν Στρατιωτικῶν τὸ Στρατοδικεῖον Ἀθηνῶν μεταφέρεται εἰς τὴν Σάμον. [70,1372,354,1411]
paragraph: ΠΑΡΙΣΙΟΙ, 23 Ἀπριλίου. — Ὁ τύπος σχολιάζει τὰς διαπραγματεύσεις περὶ συνθήκης μεταξὺ τῆς Γαλλίας καὶ τῆς Ἀγγλίας, τὰς ὁποίας ἡ γαλλικὴ κυβέρνησις θεωρεῖ ὡς ἀναγκαίας διὰ τὴν ἐξασφάλισιν τῶν συνόρων της. [70,419,354,485]
theatre-listing: Ἀλάμπρα. «Ἀπαγωγὴ» θὰ τελεσθῇ αὔριον. «Τὸ γνώριμο φιλί». [70,191,354,216]
article-body [826,1326,1046,1392]
paragraph: Ἐκ τῶν ἀνακοινώσεων ἐπροξένησεν ἐντύπωσιν ἡ δήλωσις τῆς Κυβερνήσεως ὅτι δὲν θὰ ἐπιτρέψῃ τὴν ἐγκατάλειψιν τῆς Μικρασίας ἄνευ ἐγγυήσεων, ὅπως καὶ ἡ ὑπόσχεσις περὶ ἐνισχύσεως τῆς αὐτονόμου διοικήσεως. [826,892,1046,971]
